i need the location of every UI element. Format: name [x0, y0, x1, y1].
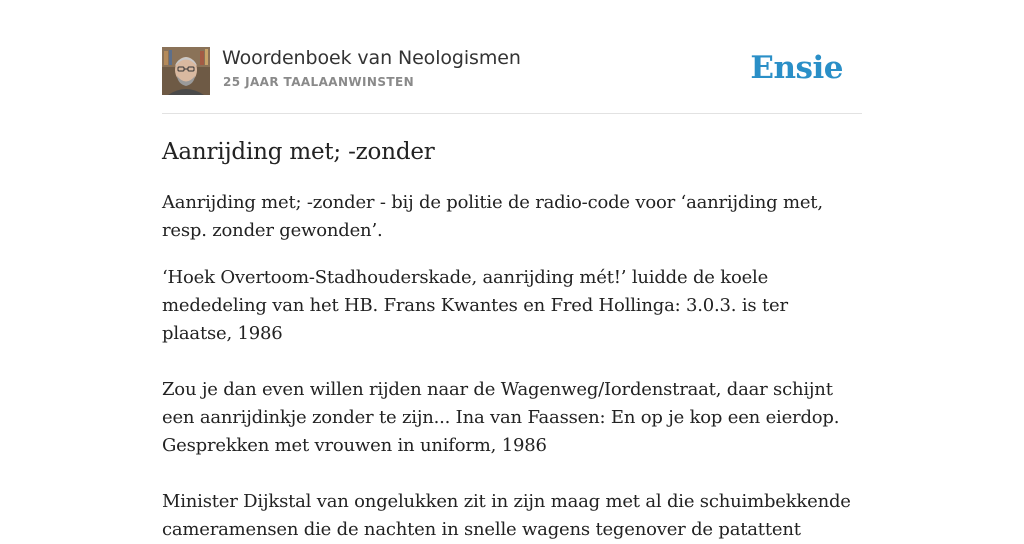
page-content [162, 47, 862, 544]
dictionary-title[interactable]: Woordenboek van Neologismen [222, 47, 521, 69]
avatar[interactable] [162, 47, 210, 95]
avatar-image [162, 47, 210, 95]
dictionary-subtitle: 25 JAAR TAALAANWINSTEN [223, 75, 415, 89]
brand-logo[interactable]: Ensie [750, 50, 843, 86]
entry-quote: Zou je dan even willen rijden naar de Wagenweg/Iordenstraat, daar schijnt een aanrijdinkje zonder te zijn... Ina van Faassen: En op je kop een eierdop. Gesprekken met vrouwen in uniform, 1986 [162, 379, 840, 456]
entry-title: Aanrijding met; -zonder [162, 139, 435, 165]
entry-quote: ‘Hoek Overtoom-Stadhouderskade, aanrijding mét!’ luidde de koele mededeling van het HB. Frans Kwantes en Fred Hollinga: 3.0.3. is ter plaatse, 1986 [162, 267, 788, 344]
entry-definition: Aanrijding met; -zonder - bij de politie de radio-code voor ‘aanrijding met, resp. zonder gewonden’. [162, 192, 823, 241]
dictionary-header [162, 47, 862, 114]
entry-quote: Minister Dijkstal van ongelukken zit in zijn maag met al die schuimbekkende cameramensen die de nachten in snelle wagens tegenover de patattent [162, 491, 851, 540]
